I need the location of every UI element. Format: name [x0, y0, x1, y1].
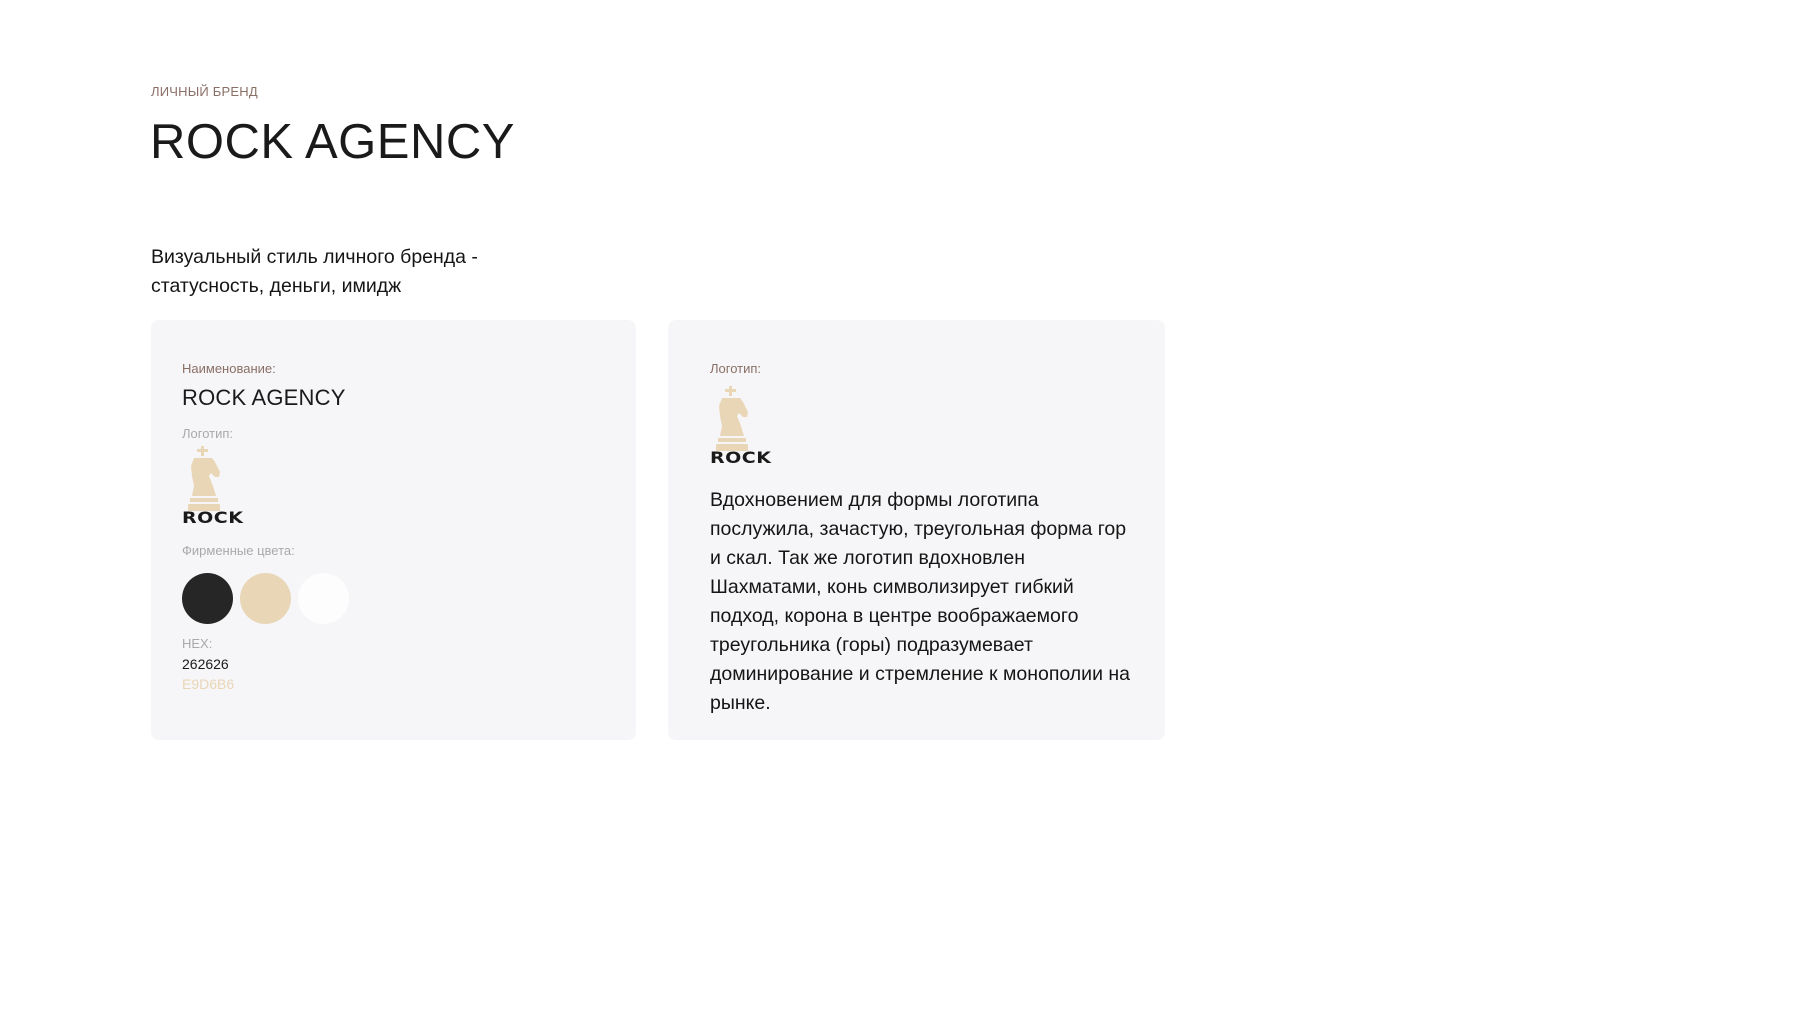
logo-wordmark: ROCK [182, 509, 244, 528]
chess-knight-crown-icon [710, 386, 754, 452]
color-swatch-dark [182, 573, 233, 624]
brand-colors-label: Фирменные цвета: [182, 543, 295, 558]
brand-name: ROCK AGENCY [182, 385, 346, 410]
brand-summary-card [151, 320, 636, 740]
hex-value-dark: 262626 [182, 656, 229, 672]
logo-label: Логотип: [710, 361, 762, 376]
page-subtitle: Визуальный стиль личного бренда - статусность, деньги, имидж [151, 246, 478, 297]
page-title: ROCK AGENCY [150, 115, 515, 169]
brand-logo [710, 386, 800, 476]
brand-logo [182, 446, 272, 536]
color-swatch-white [298, 573, 349, 624]
logo-wordmark: ROCK [710, 449, 772, 468]
color-swatches [182, 573, 349, 624]
logo-description-card [668, 320, 1165, 740]
logo-label: Логотип: [182, 426, 234, 441]
section-eyebrow: ЛИЧНЫЙ БРЕНД [151, 84, 258, 99]
color-swatch-beige [240, 573, 291, 624]
logo-description: Вдохновением для формы логотипа послужила, зачастую, треугольная форма гор и скал. Так же логотип вдохновлен Шахматами, конь символизирует гибкий подход, корона в центре воображаемого треугольника (горы) подразумевает доминирование и стремление к монополии на рынке. [710, 489, 1131, 714]
chess-knight-crown-icon [182, 446, 226, 512]
name-label: Наименование: [182, 361, 276, 376]
hex-value-beige: E9D6B6 [182, 676, 235, 692]
hex-label: HEX: [182, 636, 213, 651]
